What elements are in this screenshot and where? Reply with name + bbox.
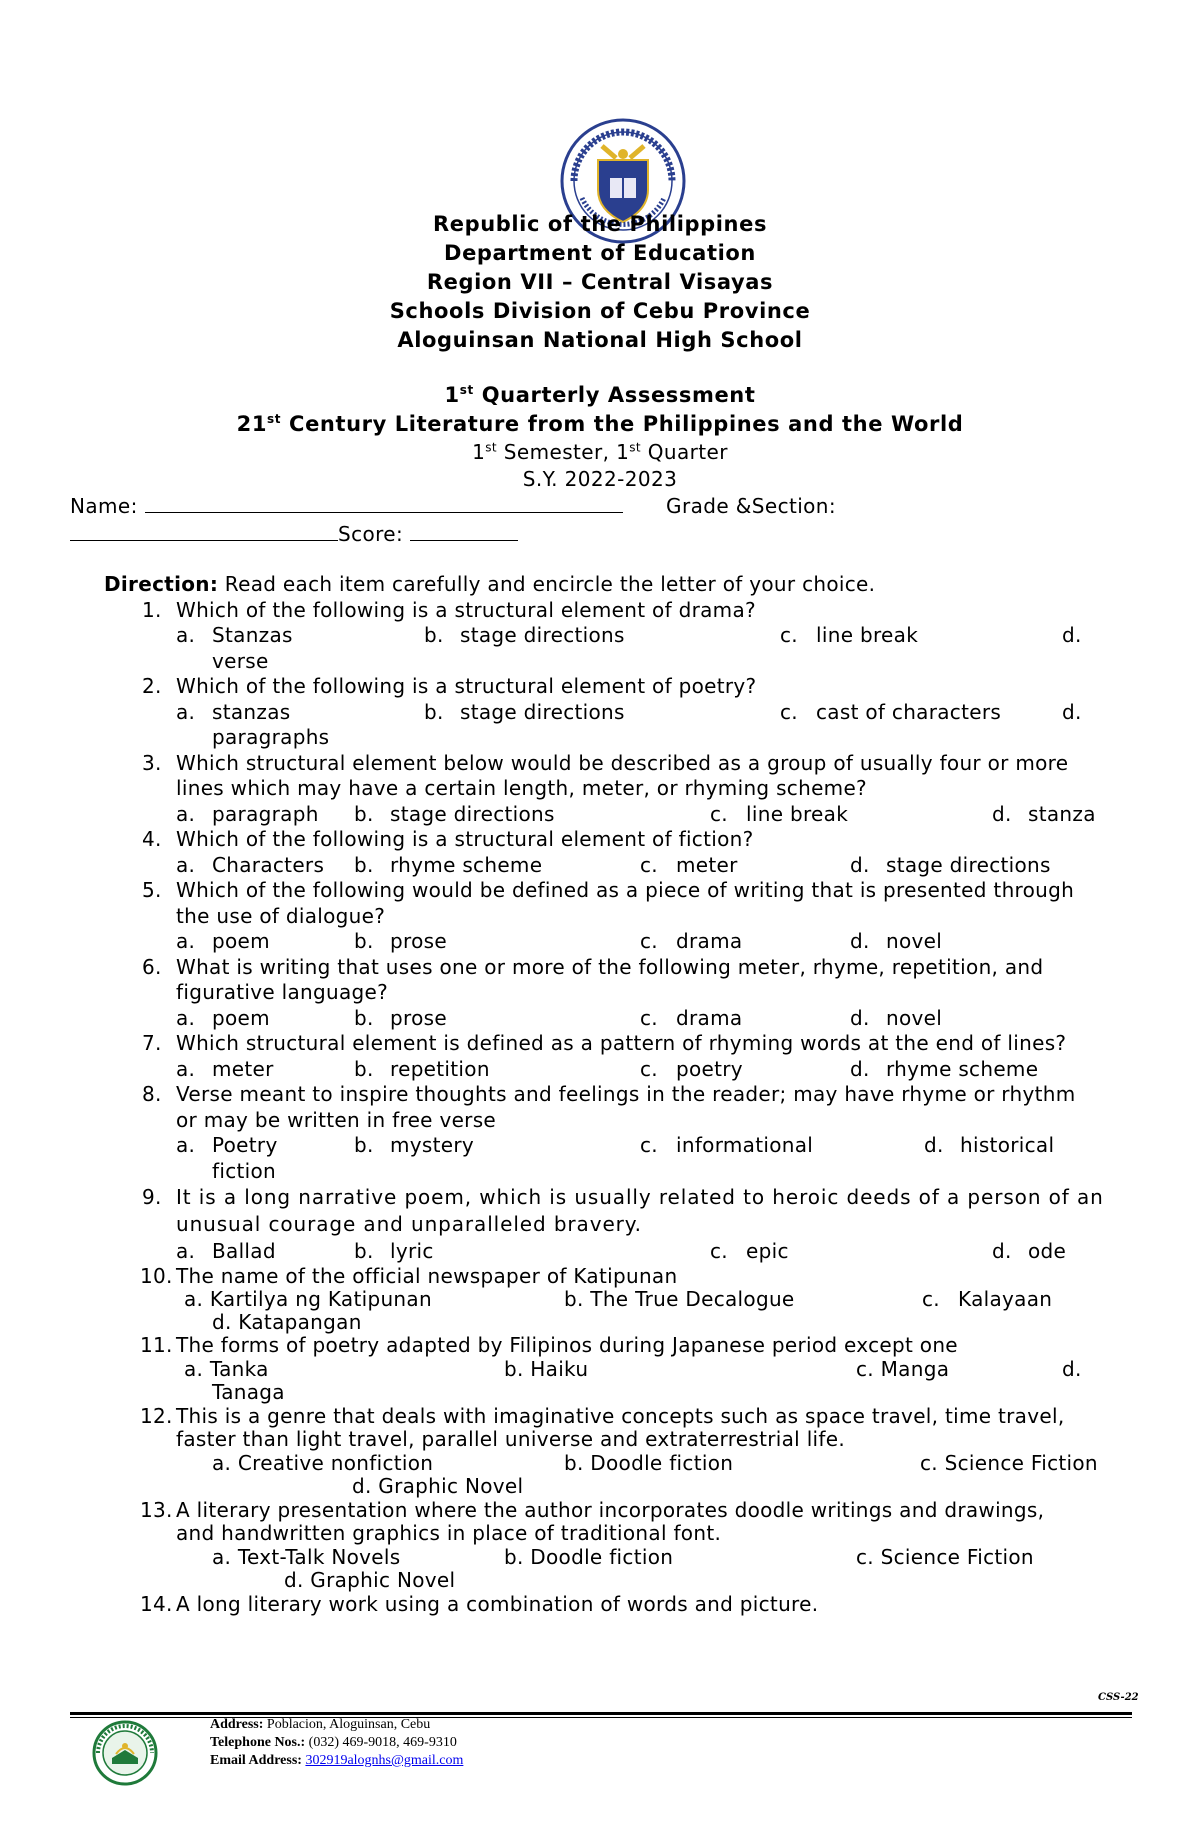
- choice-d-wrap: Tanaga: [212, 1380, 285, 1404]
- choice-a[interactable]: a. poem: [176, 1005, 270, 1030]
- choice-d[interactable]: d. Graphic Novel: [284, 1568, 456, 1592]
- choice-a[interactable]: a. paragraph: [176, 801, 319, 826]
- grade-section-label: Grade &Section:: [666, 494, 837, 518]
- choice-d-text: verse: [212, 648, 269, 673]
- choice-b[interactable]: b. lyric: [354, 1239, 434, 1263]
- question-7: 7. Which structural element is defined as a pattern of rhyming words at the end of lines? a. meter b. repetition c. poetry d. rhyme scheme: [142, 1031, 1067, 1081]
- choice-b[interactable]: b. stage directions: [424, 623, 625, 647]
- email-link[interactable]: 302919alognhs@gmail.com: [305, 1753, 464, 1768]
- choice-b[interactable]: b. Haiku: [504, 1356, 589, 1381]
- choice-c[interactable]: c. line break: [780, 623, 919, 647]
- question-13: 13. A literary presentation where the author incorporates doodle writings and drawings, and handwritten graphics in place of traditional font. a. Text-Talk Novels b. Doodle fiction c. Science Fiction d. Graphic Novel: [140, 1497, 1045, 1592]
- student-info: [70, 492, 1150, 548]
- choice-d[interactable]: d. Graphic Novel: [352, 1474, 524, 1498]
- choice-b[interactable]: b. prose: [354, 1005, 447, 1030]
- choice-c[interactable]: c. cast of characters: [780, 699, 1002, 724]
- score-blank[interactable]: [410, 520, 518, 541]
- school-year: S.Y. 2022-2023: [522, 467, 678, 491]
- choice-d[interactable]: d.: [1062, 623, 1082, 647]
- questions-section: [104, 572, 1144, 1616]
- choice-a[interactable]: a. Kartilya ng Katipunan: [184, 1287, 432, 1311]
- choice-c[interactable]: c. meter: [640, 852, 738, 877]
- telephone-line: Telephone Nos.: (032) 469-9018, 469-9310: [210, 1735, 457, 1750]
- choice-d[interactable]: d. ode: [992, 1239, 1067, 1263]
- choice-c[interactable]: c. epic: [710, 1239, 789, 1263]
- choice-d[interactable]: d. novel: [850, 929, 943, 953]
- choice-c[interactable]: c. poetry: [640, 1056, 743, 1081]
- question-10: 10. The name of the official newspaper of Katipunan a. Kartilya ng Katipunan b. The True Decalogue c. Kalayaan d. Katapangan: [140, 1264, 1053, 1334]
- choice-a[interactable]: a. Creative nonfiction: [212, 1450, 434, 1475]
- document-header: [0, 210, 1200, 493]
- name-blank[interactable]: [145, 492, 623, 513]
- choice-d[interactable]: d. historical: [924, 1133, 1055, 1157]
- question-5: 5. Which of the following would be defined as a piece of writing that is presented through the use of dialogue? a. poem b. prose c. drama d. novel: [142, 878, 1075, 953]
- choice-b[interactable]: b. stage directions: [354, 801, 555, 826]
- department-line: Department of Education: [444, 241, 756, 265]
- question-9: 9. It is a long narrative poem, which is usually related to heroic deeds of a person of an unusual courage and unparalleled bravery. a. Ballad b. lyric c. epic d. ode: [142, 1185, 1104, 1263]
- choice-b[interactable]: b. stage directions: [424, 699, 625, 724]
- choice-d-text: paragraphs: [212, 725, 330, 749]
- email-line: Email Address: 302919alognhs@gmail.com: [210, 1753, 464, 1768]
- choice-b[interactable]: b. mystery: [354, 1133, 475, 1157]
- choice-a[interactable]: a. Stanzas: [176, 623, 293, 647]
- choice-b[interactable]: b. Doodle fiction: [504, 1544, 674, 1569]
- choice-c[interactable]: c. Science Fiction: [856, 1544, 1034, 1569]
- question-8: 8. Verse meant to inspire thoughts and feelings in the reader; may have rhyme or rhythm or may be written in free verse a. Poetry b. mystery c. informational d. historical fiction: [142, 1082, 1076, 1183]
- subject-title: 21st Century Literature from the Philippines and the World: [236, 412, 964, 436]
- footer-divider: [70, 1712, 1132, 1715]
- choice-a[interactable]: a. meter: [176, 1056, 274, 1081]
- choice-a[interactable]: a. Text-Talk Novels: [212, 1544, 401, 1569]
- question-6: 6. What is writing that uses one or more of the following meter, rhyme, repetition, and figurative language? a. poem b. prose c. drama d. novel: [142, 954, 1044, 1030]
- form-code: CSS-22: [1098, 1692, 1139, 1703]
- choice-d[interactable]: d.: [1062, 699, 1082, 724]
- choice-c[interactable]: c. informational: [640, 1133, 814, 1157]
- choice-c[interactable]: c. Science Fiction: [920, 1450, 1098, 1475]
- choice-d[interactable]: d.: [1062, 1356, 1082, 1381]
- choice-b[interactable]: b. Doodle fiction: [564, 1450, 734, 1475]
- address-line: Address: Poblacion, Aloguinsan, Cebu: [210, 1717, 431, 1732]
- question-1: 1. Which of the following is a structural element of drama? a. Stanzas b. stage directions c. line break d. verse: [104, 598, 1144, 675]
- question-2: 2. Which of the following is a structural element of poetry? a. stanzas b. stage directions c. cast of characters d. paragraphs: [104, 674, 1144, 751]
- name-label: Name:: [70, 494, 138, 518]
- grade-section-blank[interactable]: [70, 520, 338, 541]
- choice-b[interactable]: b. rhyme scheme: [354, 852, 543, 877]
- choice-c[interactable]: c. line break: [710, 801, 849, 826]
- choice-b[interactable]: b. prose: [354, 929, 447, 953]
- division-line: Schools Division of Cebu Province: [389, 299, 811, 323]
- choice-d[interactable]: d. rhyme scheme: [850, 1056, 1039, 1081]
- choice-a[interactable]: a. Characters: [176, 852, 325, 877]
- question-14: 14. A long literary work using a combination of words and picture.: [140, 1591, 819, 1616]
- school-logo-icon: [92, 1720, 158, 1786]
- choice-d[interactable]: d. Katapangan: [212, 1310, 362, 1334]
- choice-d[interactable]: d. novel: [850, 1005, 943, 1030]
- question-1-choices: [104, 623, 1144, 674]
- choice-c[interactable]: c. drama: [640, 929, 743, 953]
- choice-c[interactable]: c. drama: [640, 1005, 743, 1030]
- choice-d[interactable]: d. stage directions: [850, 852, 1051, 877]
- choice-b[interactable]: b. repetition: [354, 1056, 490, 1081]
- school-line: Aloguinsan National High School: [397, 328, 803, 352]
- choice-a[interactable]: a. Ballad: [176, 1239, 276, 1263]
- assessment-title: 1st Quarterly Assessment: [444, 383, 756, 407]
- choice-d[interactable]: d. stanza: [992, 801, 1096, 826]
- choice-a[interactable]: a. Tanka: [184, 1356, 269, 1381]
- republic-line: Republic of the Philippines: [432, 212, 768, 236]
- choice-c[interactable]: c. Manga: [856, 1356, 950, 1381]
- question-12: 12. This is a genre that deals with imaginative concepts such as space travel, time travel, faster than light travel, parallel universe and extraterrestrial life. a. Creative nonfiction b. Doodle fiction c. Science Fiction d. Graphic Novel: [140, 1403, 1098, 1498]
- choice-a[interactable]: a. Poetry: [176, 1133, 278, 1157]
- choice-b[interactable]: b. The True Decalogue: [564, 1287, 795, 1311]
- semester-line: 1st Semester, 1st Quarter: [472, 440, 728, 464]
- question-11: 11. The forms of poetry adapted by Filipinos during Japanese period except one a. Tanka b. Haiku c. Manga d. Tanaga: [140, 1333, 1082, 1404]
- choice-a[interactable]: a. poem: [176, 929, 270, 953]
- choice-c[interactable]: c. Kalayaan: [922, 1287, 1053, 1311]
- question-3: 3. Which structural element below would be described as a group of usually four or more lines which may have a certain length, meter, or rhyming scheme? a. paragraph b. stage directions c. line break d. stanza: [142, 750, 1096, 826]
- region-line: Region VII – Central Visayas: [426, 270, 774, 294]
- direction-line: Direction: Read each item carefully and encircle the letter of your choice.: [104, 572, 876, 596]
- school-address-block: [210, 1716, 463, 1770]
- question-4: 4. Which of the following is a structural element of fiction? a. Characters b. rhyme scheme c. meter d. stage directions: [142, 827, 1051, 877]
- choice-a[interactable]: a. stanzas: [176, 699, 291, 724]
- score-label: Score:: [338, 522, 404, 546]
- choice-d-wrap: fiction: [212, 1158, 277, 1183]
